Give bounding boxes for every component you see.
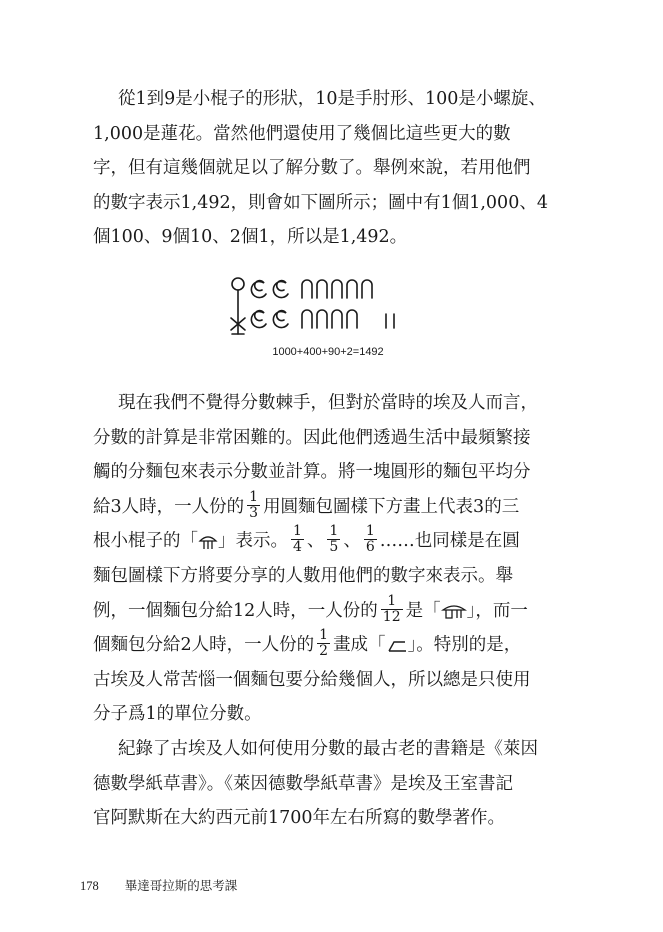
text-segment: 畫成「	[333, 635, 386, 656]
text-line: 1,000是蓮花。當然他們還使用了幾個比這些更大的數	[93, 123, 511, 144]
fraction-numerator: 1	[249, 488, 259, 505]
text-segment: 個麵包分給2人時，一人份的	[93, 635, 315, 656]
hieroglyph-figure	[228, 268, 438, 368]
stroke-glyph	[386, 314, 394, 328]
text-line	[93, 524, 555, 559]
figure-caption: 1000+400+90+2=1492	[272, 346, 384, 358]
paragraph-2	[93, 386, 555, 732]
text-line: 個100、9個10、2個1，所以是1,492。	[93, 227, 408, 248]
text-line	[93, 490, 555, 525]
text-line: 的數字表示1,492，則會如下圖所示；圖中有1個1,000、4	[93, 192, 548, 213]
text-segment: 」表示。	[218, 531, 288, 552]
text-segment: 給3人時，一人份的	[93, 496, 245, 517]
fraction	[247, 490, 260, 521]
coil-glyph	[251, 281, 288, 328]
text-segment: 、	[306, 531, 325, 552]
fraction	[317, 628, 330, 659]
text-segment: 」，而一	[466, 600, 528, 621]
one-twelfth-hieroglyph	[441, 602, 467, 620]
fraction-denominator: 6	[365, 539, 375, 556]
hieroglyph-numerals	[228, 268, 438, 346]
text-segment: 」。特別的是，	[407, 635, 522, 656]
fraction	[291, 524, 304, 555]
page-number: 178	[80, 879, 99, 893]
fraction-denominator: 12	[382, 608, 401, 625]
text-segment: 根小棍子的「	[93, 531, 198, 552]
hobble-glyph	[302, 280, 372, 328]
text-line: 分子爲1的單位分數。	[93, 704, 262, 725]
fraction-numerator: 1	[293, 523, 302, 540]
fraction-numerator: 1	[329, 523, 339, 540]
text-line: 分數的計算是非常困難的。因此他們透過生活中最頻繁接	[93, 427, 531, 448]
fraction	[327, 524, 340, 555]
text-line: 德數學紙草書》。《萊因德數學紙草書》是埃及王室書記	[93, 773, 513, 794]
page-footer	[80, 876, 237, 894]
text-line: 觸的分麵包來表示分數並計算。將一塊圓形的麵包平均分	[93, 462, 531, 483]
text-line	[93, 628, 555, 663]
fraction-numerator: 1	[319, 627, 329, 644]
fraction-numerator: 1	[381, 594, 403, 610]
fraction-denominator: 4	[293, 539, 302, 556]
fraction-denominator: 2	[319, 643, 329, 660]
text-line: 從1到9是小棍子的形狀，10是手肘形、100是小螺旋、	[118, 89, 546, 109]
book-title: 畢達哥拉斯的思考課	[124, 878, 238, 893]
paragraph-3	[93, 732, 555, 836]
fraction	[381, 594, 403, 625]
text-segment: 、	[343, 531, 361, 552]
text-line: 官阿默斯在大約西元前1700年左右所寫的數學著作。	[93, 808, 506, 829]
text-line	[93, 594, 555, 629]
text-line: 現在我們不覺得分數棘手，但對於當時的埃及人而言，	[118, 393, 538, 413]
fraction-numerator: 1	[365, 523, 375, 540]
one-third-hieroglyph	[198, 533, 218, 551]
text-segment: 是「	[405, 600, 441, 621]
text-line: 古埃及人常苦惱一個麵包要分給幾個人，所以總是只使用	[93, 669, 531, 690]
lotus-glyph	[231, 278, 245, 334]
text-segment: 用圓麵包圖樣下方畫上代表3的三	[263, 496, 520, 517]
text-line: 麵包圖樣下方將要分享的人數用他們的數字來表示。舉	[93, 565, 513, 586]
fraction-denominator: 3	[249, 504, 259, 521]
text-segment: 例，一個麵包分給12人時，一人份的	[93, 600, 378, 621]
text-line: 紀錄了古埃及人如何使用分數的最古老的書籍是《萊因	[118, 739, 538, 759]
fraction-denominator: 5	[329, 539, 339, 556]
fraction	[364, 524, 377, 555]
one-half-hieroglyph	[386, 638, 408, 654]
text-line: 字，但有這幾個就足以了解分數了。舉例來說，若用他們	[93, 158, 531, 179]
text-segment: ……也同樣是在圓	[379, 531, 520, 552]
paragraph-1	[93, 82, 555, 255]
